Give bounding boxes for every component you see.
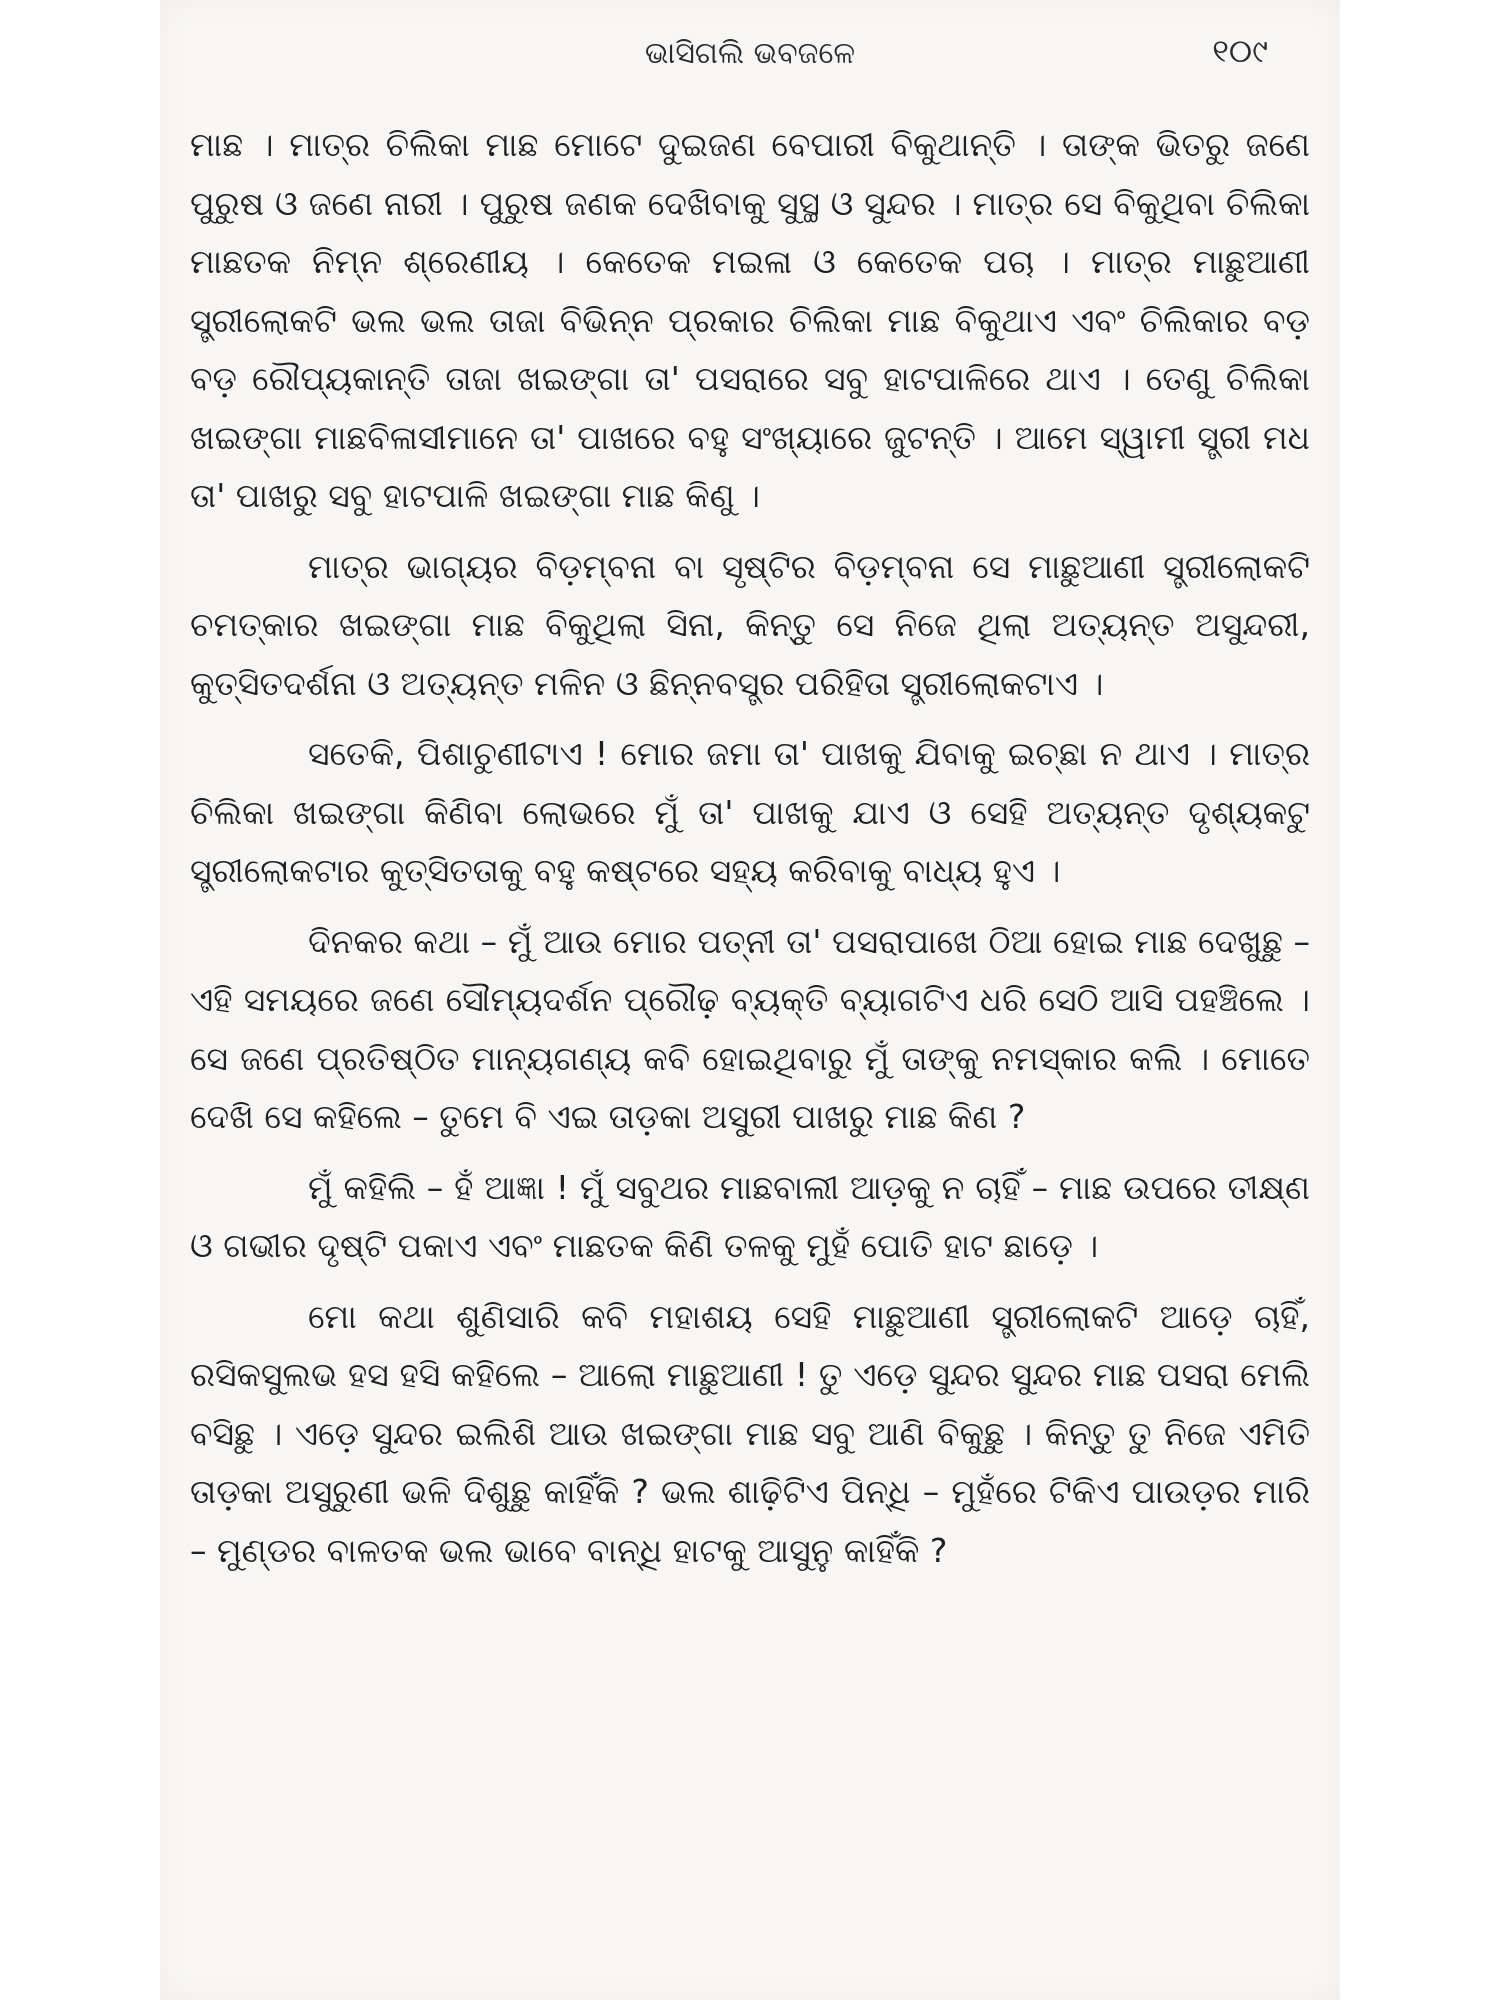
book-page: [160, 0, 1340, 2000]
running-title: ଭାସିଗଲି ଭବଜଳେ: [644, 36, 856, 71]
body-text: [190, 116, 1310, 1592]
paragraph-4: ଦିନକର କଥା – ମୁଁ ଆଉ ମୋର ପତ୍ନୀ ତା' ପସରାପାଖେ ଠିଆ ହୋଇ ମାଛ ଦେଖୁଛୁ – ଏହି ସମୟରେ ଜଣେ ସୌମ୍ୟଦର୍ଶନ ପ୍ରୌଢ଼ ବ୍ୟକ୍ତି ବ୍ୟାଗଟିଏ ଧରି ସେଠି ଆସି ପହଞ୍ଚିଲେ । ସେ ଜଣେ ପ୍ରତିଷ୍ଠିତ ମାନ୍ୟଗଣ୍ୟ କବି ହୋଇଥିବାରୁ ମୁଁ ତାଙ୍କୁ ନମସ୍କାର କଲି । ମୋତେ ଦେଖି ସେ କହିଲେ – ତୁମେ ବି ଏଇ ତାଡ଼କା ଅସୁରୀ ପାଖରୁ ମାଛ କିଣ ?: [190, 921, 1310, 1136]
paragraph-5: ମୁଁ କହିଲି – ହଁ ଆଜ୍ଞା ! ମୁଁ ସବୁଥର ମାଛବାଲୀ ଆଡ଼କୁ ନ ଚାହିଁ – ମାଛ ଉପରେ ତୀକ୍ଷ୍ଣ ଓ ଗଭୀର ଦୃଷ୍ଟି ପକାଏ ଏବଂ ମାଛତକ କିଣି ତଳକୁ ମୁହଁ ପୋତି ହାଟ ଛାଡ଼େ ।: [190, 1167, 1310, 1265]
paragraph-2: ମାତ୍ର ଭାଗ୍ୟର ବିଡ଼ମ୍ବନା ବା ସୃଷ୍ଟିର ବିଡ଼ମ୍ବନା ସେ ମାଛୁଆଣୀ ସ୍ତ୍ରୀଲୋକଟି ଚମତ୍କାର ଖଇଙ୍ଗା ମାଛ ବିକୁଥିଲା ସିନା, କିନ୍ତୁ ସେ ନିଜେ ଥିଲା ଅତ୍ୟନ୍ତ ଅସୁନ୍ଦରୀ, କୁତ୍ସିତଦର୍ଶନା ଓ ଅତ୍ୟନ୍ତ ମଳିନ ଓ ଛିନ୍ନବସ୍ତ୍ର ପରିହିତା ସ୍ତ୍ରୀଲୋକଟାଏ ।: [190, 546, 1310, 703]
paragraph-3: ସତେକି, ପିଶାଚୁଣୀଟାଏ ! ମୋର ଜମା ତା' ପାଖକୁ ଯିବାକୁ ଇଚ୍ଛା ନ ଥାଏ । ମାତ୍ର ଚିଲିକା ଖଇଙ୍ଗା କିଣିବା ଲୋଭରେ ମୁଁ ତା' ପାଖକୁ ଯାଏ ଓ ସେହି ଅତ୍ୟନ୍ତ ଦୃଶ୍ୟକଟୁ ସ୍ତ୍ରୀଲୋକଟାର କୁତ୍ସିତତାକୁ ବହୁ କଷ୍ଟରେ ସହ୍ୟ କରିବାକୁ ବାଧ୍ୟ ହୁଏ ।: [190, 734, 1310, 890]
paragraph-1: ମାଛ । ମାତ୍ର ଚିଲିକା ମାଛ ମୋଟେ ଦୁଇଜଣ ବେପାରୀ ବିକୁଥାନ୍ତି । ତାଙ୍କ ଭିତରୁ ଜଣେ ପୁରୁଷ ଓ ଜଣେ ନାରୀ । ପୁରୁଷ ଜଣକ ଦେଖିବାକୁ ସୁସ୍ଥ ଓ ସୁନ୍ଦର । ମାତ୍ର ସେ ବିକୁଥିବା ଚିଲିକା ମାଛତକ ନିମ୍ନ ଶ୍ରେଣୀୟ । କେତେକ ମଇଳା ଓ କେତେକ ପଚା । ମାତ୍ର ମାଛୁଆଣୀ ସ୍ତ୍ରୀଲୋକଟି ଭଲ ଭଲ ତାଜା ବିଭିନ୍ନ ପ୍ରକାର ଚିଲିକା ମାଛ ବିକୁଥାଏ ଏବଂ ଚିଲିକାର ବଡ଼ ବଡ଼ ରୌପ୍ୟକାନ୍ତି ତାଜା ଖଇଙ୍ଗା ତା' ପସରାରେ ସବୁ ହାଟପାଳିରେ ଥାଏ । ତେଣୁ ଚିଲିକା ଖଇଙ୍ଗା ମାଛବିଳାସୀମାନେ ତା' ପାଖରେ ବହୁ ସଂଖ୍ୟାରେ ଜୁଟନ୍ତି । ଆମେ ସ୍ୱାମୀ ସ୍ତ୍ରୀ ମଧ ତା' ପାଖରୁ ସବୁ ହାଟପାଳି ଖଇଙ୍ଗା ମାଛ କିଣୁ ।: [190, 125, 1310, 515]
paragraph-6: ମୋ କଥା ଶୁଣିସାରି କବି ମହାଶୟ ସେହି ମାଛୁଆଣୀ ସ୍ତ୍ରୀଲୋକଟି ଆଡ଼େ ଚାହିଁ, ରସିକସୁଲଭ ହସ ହସି କହିଲେ – ଆଲୋ ମାଛୁଆଣୀ ! ତୁ ଏଡ଼େ ସୁନ୍ଦର ସୁନ୍ଦର ମାଛ ପସରା ମେଲି ବସିଛୁ । ଏଡ଼େ ସୁନ୍ଦର ଇଲିଶି ଆଉ ଖଇଙ୍ଗା ମାଛ ସବୁ ଆଣି ବିକୁଛୁ । କିନ୍ତୁ ତୁ ନିଜେ ଏମିତି ତାଡ଼କା ଅସୁରୁଣୀ ଭଳି ଦିଶୁଛୁ କାହିଁକି ? ଭଲ ଶାଢ଼ିଟିଏ ପିନ୍ଧି – ମୁହଁରେ ଟିକିଏ ପାଉଡ଼ର ମାରି – ମୁଣ୍ଡର ବାଳତକ ଭଲ ଭାବେ ବାନ୍ଧି ହାଟକୁ ଆସୁନୁ କାହିଁକି ?: [190, 1296, 1310, 1570]
page-number: ୧୦୯: [1212, 32, 1268, 70]
